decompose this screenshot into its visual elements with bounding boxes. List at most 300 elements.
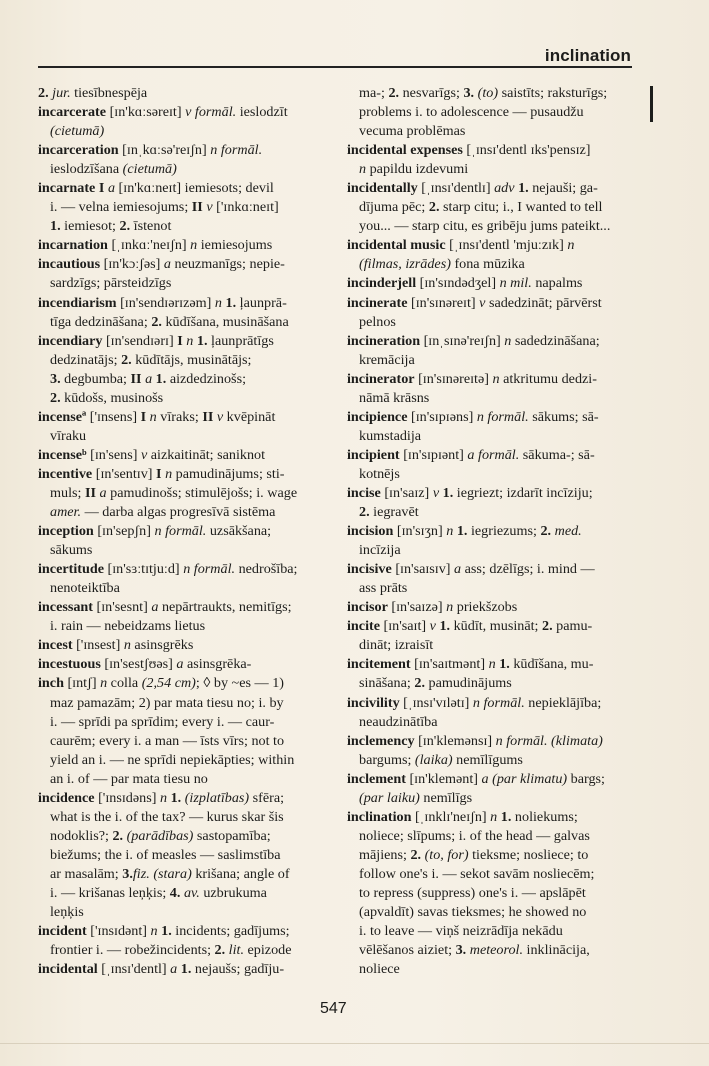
entry-text: krišana; angle of <box>191 865 290 882</box>
headword: incarcerate <box>38 104 107 121</box>
entry-text: n <box>446 523 454 540</box>
entry-text: 2. <box>414 675 425 692</box>
entry-text: nejauši; ga- <box>528 180 598 197</box>
entry-text: n formāl. (klimata) <box>495 732 603 749</box>
entry-text: 1. <box>167 789 182 806</box>
entry-headword-line <box>38 332 330 351</box>
entry-text: nemīlīgums <box>452 751 523 768</box>
entry-text: i. to leave — viņš neizrādīja nekādu <box>359 923 563 940</box>
entry-text: I <box>156 465 162 482</box>
entry-text: n <box>150 923 158 940</box>
entry-text: 2. <box>119 218 131 235</box>
entry-text: (parādības) <box>123 827 194 844</box>
entry-text: asinsgrēks <box>130 637 194 654</box>
entry-text: ; ◊ by ~es — 1) <box>195 675 284 692</box>
entry-text: caurēm; every i. a man — īsts vīrs; not to <box>50 732 285 749</box>
entry-text: 1. <box>177 961 192 978</box>
entry-text: [ˌɪnkɑː'neɪʃn] <box>107 237 191 254</box>
entry-line <box>38 313 330 332</box>
entry-text: a <box>163 256 171 273</box>
entry-text: iegriezums; <box>467 523 541 540</box>
entry-text: kūdīšana, mu- <box>509 656 594 673</box>
entry-line <box>347 922 639 941</box>
entry-text: a <box>170 961 178 978</box>
entry-text: ['ɪnsest] <box>72 637 124 654</box>
entry-text: yield an i. — ne sprīdi nepiekāpties; within <box>50 751 295 768</box>
entry-headword-line <box>38 522 330 541</box>
entry-text: (par laiku) <box>359 789 420 806</box>
entry-text: a <box>104 180 116 197</box>
entry-text: i. — sprīdi pa sprīdim; every i. — caur- <box>50 713 275 730</box>
entry-text: kvēpināt <box>223 408 276 425</box>
entry-text: lit. <box>225 942 244 959</box>
entry-text: papildu izdevumi <box>366 161 469 178</box>
entry-text: n <box>504 332 512 349</box>
entry-text: 2. <box>112 827 124 844</box>
entry-text: pamudinājums <box>424 675 512 692</box>
entry-text: 2. <box>542 618 553 635</box>
entry-text: [ˌɪnsɪ'dentl] <box>97 961 171 978</box>
running-head: inclination <box>544 46 631 65</box>
entry-line <box>38 808 330 827</box>
entry-text: [ɪn'sens] <box>86 446 141 463</box>
entry-text: n <box>567 237 575 254</box>
entry-text: [ɪn'sɜːtɪtjuːd] <box>103 561 184 578</box>
entry-text: (cietumā) <box>122 161 177 178</box>
entry-text: degbumba; <box>60 370 131 387</box>
entry-text: n formāl. <box>210 142 263 159</box>
entry-text: 1. <box>435 618 451 635</box>
entry-text: [ˌɪnsɪ'dentl ɪks'pensɪz] <box>462 142 591 159</box>
entry-text: v <box>479 294 486 311</box>
entry-text: i. — velna iemiesojums; <box>50 199 192 216</box>
entry-text: [ɪn'kɑːsəreɪt] <box>106 104 186 121</box>
entry-text: ['ɪnsɪdənt] <box>86 923 151 940</box>
entry-text: [ɪn'sɪnəreɪt] <box>407 294 480 311</box>
headword: inclination <box>347 808 412 825</box>
entry-text: (laika) <box>414 751 453 768</box>
entry-text: [ɪn'sɪpɪənt] <box>399 446 468 463</box>
entry-text: bargs; <box>567 770 605 787</box>
entry-line <box>347 579 639 598</box>
entry-headword-line <box>38 674 330 693</box>
entry-text: tieksme; nosliece; to <box>468 846 589 863</box>
entry-text: n <box>488 656 496 673</box>
headword: incenseᵇ <box>38 446 87 463</box>
headword: incitement <box>347 656 411 673</box>
entry-text: a <box>95 484 107 501</box>
entry-line <box>347 217 639 236</box>
entry-text: amer. <box>50 504 82 521</box>
entry-text: n <box>359 161 367 178</box>
entry-text: [ɪn'sɪʒn] <box>393 523 447 540</box>
entry-text: kūdīt, musināt; <box>450 618 542 635</box>
entry-text: sākums; sā- <box>528 408 599 425</box>
entry-text: [ˌɪnklɪ'neɪʃn] <box>411 808 491 825</box>
entry-text: aizkaitināt; saniknot <box>147 446 266 463</box>
entry-text: epizode <box>244 942 292 959</box>
entry-headword-line <box>347 655 639 674</box>
headword: incident <box>38 923 87 940</box>
entry-text: an i. of — par mata tiesu no <box>50 770 208 787</box>
entry-text: n <box>161 465 173 482</box>
entry-text: napalms <box>531 275 583 292</box>
entry-text: maz pamazām; 2) par mata tiesu no; i. by <box>50 694 284 711</box>
entry-text: sākuma-; sā- <box>519 446 595 463</box>
entry-text: nāmā krāsns <box>359 389 430 406</box>
header-rule <box>38 66 632 68</box>
entry-text: (apvaldīt) savas tieksmes; he showed no <box>359 904 587 921</box>
entry-text: nepārtraukts, nemitīgs; <box>158 599 292 616</box>
headword: incarnate <box>38 180 96 197</box>
entry-line <box>38 865 330 884</box>
headword: incarnation <box>38 237 108 254</box>
entry-line <box>38 370 330 389</box>
entry-text: what is the i. of the tax? — kurus skar šis <box>50 808 284 825</box>
entry-text: vēlēšanos aiziet; <box>359 942 456 959</box>
entry-text: [ɪn'kɑːneɪt] iemiesots; devil <box>115 180 274 197</box>
entry-text: ma-; <box>359 85 389 101</box>
entry-text: uzsākšana; <box>206 523 272 540</box>
entry-text: 3. <box>50 370 61 387</box>
entry-text: sfēra; <box>249 789 285 806</box>
headword: incite <box>347 618 380 635</box>
entry-text: dījuma pēc; <box>359 199 429 216</box>
headword: incenseª <box>38 408 87 425</box>
entry-headword-line <box>38 294 330 313</box>
entry-text: vecuma problēmas <box>359 123 466 140</box>
entry-text: (filmas, izrādes) <box>359 256 451 273</box>
entry-text: 1. <box>222 294 237 311</box>
entry-text: a <box>141 370 153 387</box>
headword: incinerate <box>347 294 408 311</box>
entry-text: muls; <box>50 484 85 501</box>
entry-text: ['ɪnkɑːneɪt] <box>212 199 279 216</box>
entry-line <box>38 751 330 770</box>
entry-line <box>347 674 639 693</box>
entry-text: pamu- <box>552 618 593 635</box>
headword: incinerator <box>347 370 415 387</box>
entry-text: [ɪn'sɪnəreɪtə] <box>414 370 493 387</box>
entry-text: i. — krišanas leņķis; <box>50 884 170 901</box>
headword: incarceration <box>38 142 119 159</box>
entry-text: a <box>176 656 184 673</box>
thumb-index-mark <box>650 86 653 122</box>
entry-text: a <box>454 561 462 578</box>
entry-line <box>347 903 639 922</box>
entry-line <box>347 884 639 903</box>
entry-text: n <box>214 294 222 311</box>
entry-text: kotnējs <box>359 465 400 482</box>
headword: incise <box>347 484 381 501</box>
entry-line <box>347 427 639 446</box>
entry-headword-line <box>347 732 639 751</box>
entry-text: iegravēt <box>369 504 419 521</box>
entry-text: jur. <box>48 85 71 101</box>
entry-text: med. <box>551 523 582 540</box>
entry-text: nejaušs; gadīju- <box>191 961 285 978</box>
page-edge-shadow <box>0 1043 709 1044</box>
entry-line <box>347 846 639 865</box>
entry-text: ļaunprātīgs <box>207 332 274 349</box>
entry-text: av. <box>180 884 200 901</box>
entry-text: v formāl. <box>185 104 237 121</box>
headword: incipient <box>347 446 400 463</box>
entry-text: n formāl. <box>154 523 207 540</box>
entry-text: [ɪn'klemənsɪ] <box>414 732 496 749</box>
entry-line <box>347 541 639 560</box>
entry-headword-line <box>38 598 330 617</box>
entry-text: I <box>98 180 105 197</box>
entry-line <box>38 617 330 636</box>
entry-text: vīraku <box>50 427 87 444</box>
entry-text: iemiesot; <box>60 218 120 235</box>
entry-headword-line <box>38 636 330 655</box>
entry-text: nepieklājība; <box>524 694 602 711</box>
headword: incisive <box>347 561 392 578</box>
entry-text: adv <box>494 180 515 197</box>
entry-line <box>38 389 330 408</box>
entry-headword-line <box>38 465 330 484</box>
entry-text: ass; dzēlīgs; i. mind — <box>461 561 595 578</box>
entry-text: — darba algas progresīvā sistēma <box>81 504 276 521</box>
entry-text: i. rain — nebeidzams lietus <box>50 618 206 635</box>
entry-text: [ɪn'sentɪv] <box>92 465 157 482</box>
entry-text: noliekums; <box>511 808 578 825</box>
entry-text: [ɪnˌsɪnə'reɪʃn] <box>420 332 505 349</box>
entry-text: bargums; <box>359 751 415 768</box>
headword: incendiarism <box>38 294 117 311</box>
headword: incision <box>347 523 394 540</box>
headword: incinderjell <box>347 275 417 292</box>
entry-line <box>38 541 330 560</box>
entry-line <box>38 713 330 732</box>
headword: incidental music <box>347 237 446 254</box>
entry-headword-line <box>38 789 330 808</box>
entry-text: n <box>100 675 108 692</box>
entry-headword-line <box>38 408 330 427</box>
entry-text: n <box>146 408 157 425</box>
entry-text: 2. <box>388 85 400 101</box>
entry-text: n <box>123 637 131 654</box>
entry-headword-line <box>38 922 330 941</box>
entry-line <box>347 827 639 846</box>
entry-headword-line <box>347 236 639 255</box>
entry-text: (2,54 cm) <box>141 675 196 692</box>
entry-text: II <box>191 199 203 216</box>
entry-headword-line <box>347 294 639 313</box>
right-column <box>347 84 639 979</box>
entry-text: biežums; the i. of measles — saslimstība <box>50 846 281 863</box>
entry-text: 2. <box>121 351 132 368</box>
entry-line <box>347 313 639 332</box>
entry-text: 2. <box>410 846 422 863</box>
entry-text: [ɪn'sendɪərɪzəm] <box>116 294 215 311</box>
entry-line <box>38 903 330 922</box>
entry-text: v <box>432 484 440 501</box>
entry-text: II <box>84 484 96 501</box>
entry-line <box>38 827 330 846</box>
entry-line <box>347 941 639 960</box>
entry-text: follow one's i. — sekot savām nosliecēm; <box>359 865 595 882</box>
entry-line <box>347 789 639 808</box>
entry-text: sākums <box>50 542 93 559</box>
entry-text: a (par klimatu) <box>481 770 568 787</box>
entry-text: 2. <box>50 389 61 406</box>
entry-line <box>38 274 330 293</box>
entry-text: 3. <box>122 865 133 882</box>
entry-text: [ˌɪnsɪ'dentlɪ] <box>417 180 495 197</box>
entry-headword-line <box>347 808 639 827</box>
entry-text: 1. <box>152 370 167 387</box>
entry-text: noliece <box>359 961 400 978</box>
entry-text: [ˌɪnsɪ'dentl 'mjuːzɪk] <box>445 237 568 254</box>
entry-line <box>38 160 330 179</box>
entry-text: pamudinājums; sti- <box>172 465 285 482</box>
entry-text: (izplatības) <box>181 789 250 806</box>
entry-text: starp citu; i., I wanted to tell <box>439 199 603 216</box>
entry-text: dināt; izraisīt <box>359 637 434 654</box>
headword: incessant <box>38 599 93 616</box>
entry-text: meteorol. <box>466 942 524 959</box>
entry-text: n <box>182 332 194 349</box>
entry-line <box>347 751 639 770</box>
entry-line <box>347 103 639 122</box>
entry-text: pelnos <box>359 313 396 330</box>
entry-headword-line <box>347 408 639 427</box>
entry-text: sastopamība; <box>193 827 271 844</box>
entry-headword-line <box>38 103 330 122</box>
entry-text: 1. <box>50 218 61 235</box>
entry-line <box>347 636 639 655</box>
entry-text: dedzinatājs; <box>50 351 122 368</box>
entry-text: aizdedzinošs; <box>166 370 246 387</box>
entry-headword-line <box>347 694 639 713</box>
headword: incineration <box>347 332 421 349</box>
entry-line <box>347 198 639 217</box>
entry-headword-line <box>347 274 639 293</box>
entry-text: 1. <box>495 656 510 673</box>
entry-text: 1. <box>157 923 172 940</box>
entry-line <box>38 198 330 217</box>
entry-line <box>347 84 639 103</box>
headword: incipience <box>347 408 408 425</box>
entry-text: tiesībnespēja <box>70 85 148 101</box>
entry-line <box>38 884 330 903</box>
entry-text: nodoklis?; <box>50 827 113 844</box>
entry-text: II <box>202 408 214 425</box>
entry-line <box>38 579 330 598</box>
entry-text: nenoteiktība <box>50 580 120 597</box>
entry-text: atkritumu dedzi- <box>499 370 597 387</box>
entry-text: sardzīgs; pārsteidzīgs <box>50 275 172 292</box>
headword: incest <box>38 637 73 654</box>
entry-text: [ɪn'sɪpɪəns] <box>407 408 477 425</box>
entry-text: ieslodzīšana <box>50 161 123 178</box>
entry-text: [ɪn'sesnt] <box>93 599 152 616</box>
entry-headword-line <box>347 446 639 465</box>
entry-line <box>38 427 330 446</box>
entry-text: ['ɪnsɪdəns] <box>94 789 160 806</box>
entry-text: [ˌɪnsɪ'vɪlətɪ] <box>399 694 473 711</box>
entry-line <box>347 503 639 522</box>
entry-text: [ɪn'saɪsɪv] <box>391 561 455 578</box>
entry-text: 2. <box>38 85 49 101</box>
entry-line <box>347 865 639 884</box>
entry-text: problems i. to adolescence — pusaudžu <box>359 104 584 121</box>
headword: incidentally <box>347 180 418 197</box>
entry-text: nedrošība; <box>235 561 298 578</box>
entry-line <box>38 503 330 522</box>
entry-line <box>347 465 639 484</box>
entry-line <box>38 770 330 789</box>
entry-headword-line <box>347 522 639 541</box>
entry-headword-line <box>38 560 330 579</box>
page-number: 547 <box>320 1000 347 1017</box>
entry-text: [ɪn'sepʃn] <box>93 523 155 540</box>
entry-text: 3. <box>455 942 467 959</box>
entry-text: [ɪn'saɪzə] <box>387 599 447 616</box>
headword: incendiary <box>38 332 103 349</box>
entry-text: (cietumā) <box>50 123 105 140</box>
entry-text: n formāl. <box>476 408 529 425</box>
entry-text: [ɪn'klemənt] <box>405 770 482 787</box>
entry-headword-line <box>38 446 330 465</box>
entry-headword-line <box>347 141 639 160</box>
entry-text: 2. <box>151 313 162 330</box>
headword: inception <box>38 523 94 540</box>
entry-text: [ɪn'sestʃʊəs] <box>100 656 177 673</box>
entry-text: n formāl. <box>183 561 236 578</box>
headword: incestuous <box>38 656 101 673</box>
headword: incidence <box>38 789 95 806</box>
entry-line <box>347 122 639 141</box>
entry-text: [ɪn'saɪt] <box>379 618 430 635</box>
entry-text: iemiesojums <box>197 237 273 254</box>
entry-text: 3. <box>463 85 475 101</box>
entry-text: saistīts; raksturīgs; <box>498 85 608 101</box>
entry-line <box>38 846 330 865</box>
entry-text: kūdīšana, musināšana <box>161 313 289 330</box>
entry-text: n mil. <box>499 275 532 292</box>
entry-text: priekšzobs <box>453 599 518 616</box>
entry-text: a formāl. <box>467 446 520 463</box>
entry-text: ļaunprā- <box>236 294 287 311</box>
entry-text: fona mūzika <box>450 256 525 273</box>
headword: inclemency <box>347 732 415 749</box>
entry-headword-line <box>347 370 639 389</box>
entry-line <box>38 732 330 751</box>
entry-text: vīraks; <box>156 408 203 425</box>
entry-text: v <box>202 199 213 216</box>
entry-text: nemīlīgs <box>419 789 473 806</box>
entry-headword-line <box>38 236 330 255</box>
entry-text: [ɪn'sendɪərɪ] <box>102 332 178 349</box>
headword: incentive <box>38 465 93 482</box>
headword: inch <box>38 675 64 692</box>
entry-line <box>347 160 639 179</box>
entry-text: incīzija <box>359 542 401 559</box>
entry-line <box>38 122 330 141</box>
entry-text: 2. <box>214 942 226 959</box>
entry-text: 2. <box>540 523 552 540</box>
entry-text: 1. <box>497 808 512 825</box>
entry-text: n <box>490 808 498 825</box>
entry-text: I <box>177 332 183 349</box>
entry-text: II <box>130 370 142 387</box>
entry-text: 2. <box>428 199 440 216</box>
headword: incisor <box>347 599 388 616</box>
